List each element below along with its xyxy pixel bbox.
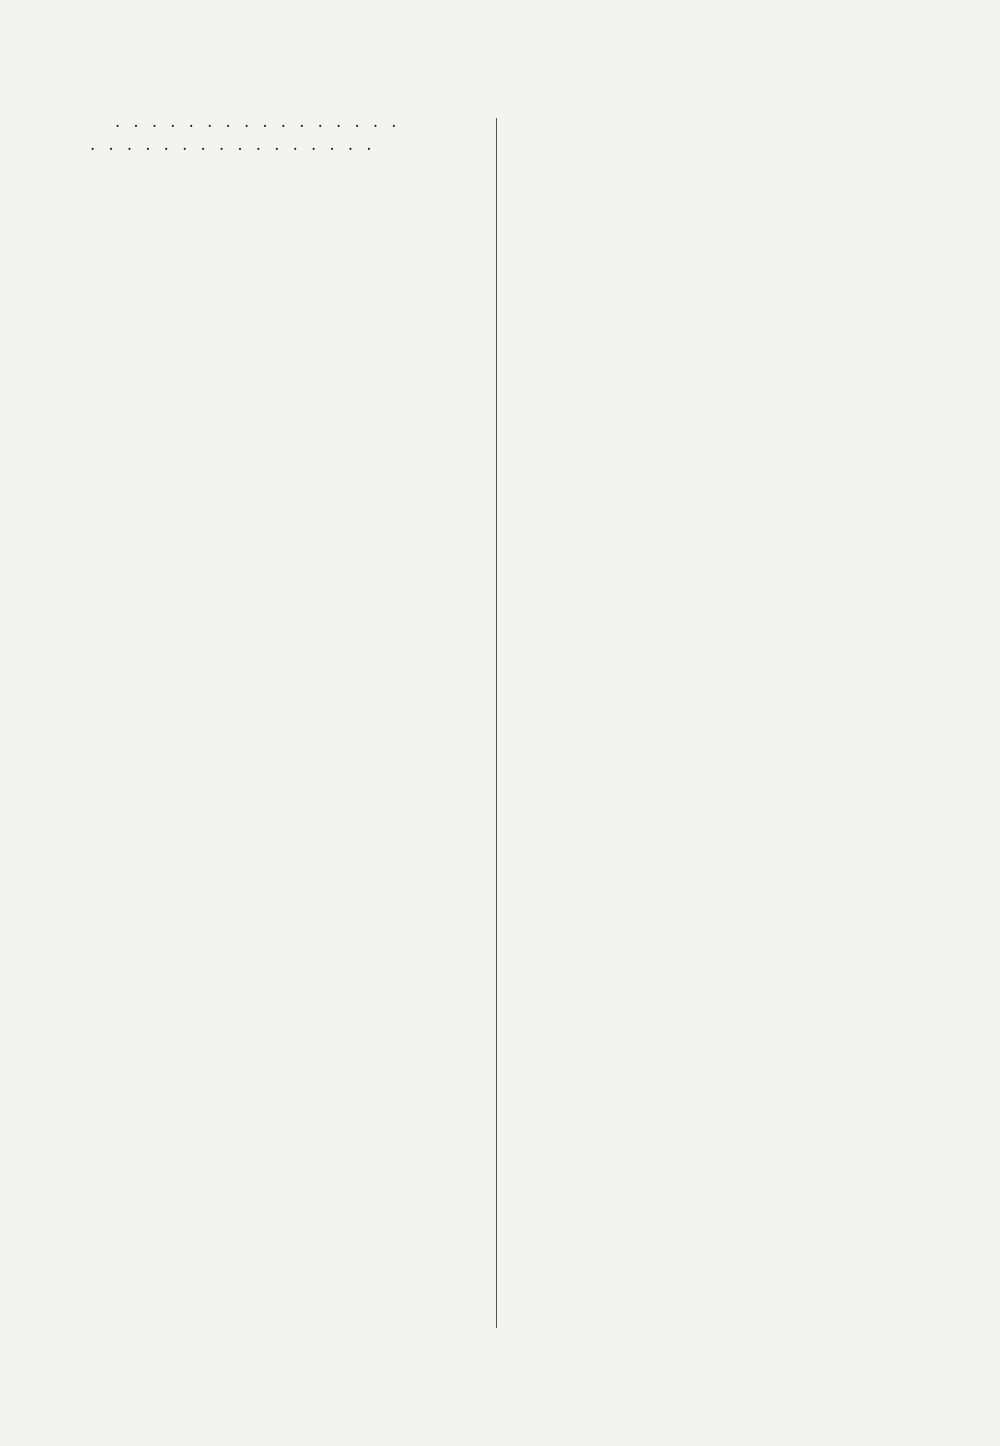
list-item (84, 133, 472, 156)
right-column (523, 110, 875, 152)
left-column (84, 110, 472, 188)
list-row: . . . . . . . . . . . . . . . . (90, 135, 376, 155)
column-divider (496, 118, 497, 1328)
list-row: . . . . . . . . . . . . . . . . (115, 112, 401, 131)
list-item (84, 110, 472, 133)
